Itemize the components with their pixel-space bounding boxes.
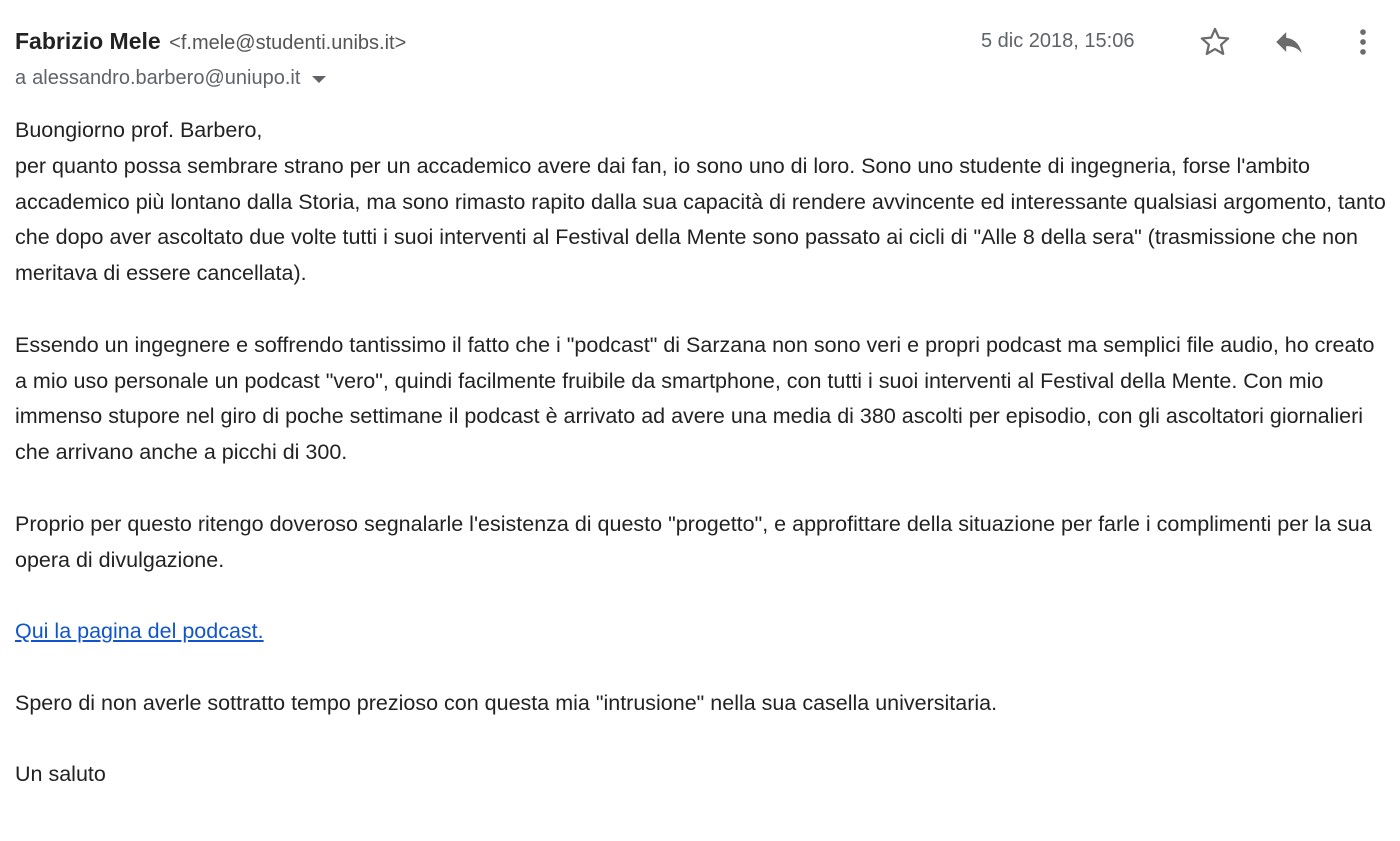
paragraph-spacer bbox=[15, 578, 1390, 614]
star-button[interactable] bbox=[1197, 24, 1233, 60]
greeting: Buongiorno prof. Barbero, bbox=[15, 118, 263, 142]
message-header bbox=[15, 26, 1385, 96]
more-options-button[interactable] bbox=[1345, 24, 1381, 60]
message-body bbox=[15, 113, 1390, 793]
paragraph-spacer bbox=[15, 292, 1390, 328]
more-vert-icon bbox=[1346, 25, 1380, 59]
reply-icon bbox=[1272, 25, 1306, 59]
paragraph-podcast: Essendo un ingegnere e soffrendo tantissimo il fatto che i "podcast" di Sarzana non sono veri e propri podcast ma semplici file audio, ho creato a mio uso personale un podcast "vero", quindi facilmente fruibile da smartphone, con tutti i suoi interventi al Festival della Mente. Con mio immenso stupore nel giro di poche settimane il podcast è arrivato ad avere una media di 380 ascolti per episodio, con gli ascoltatori giornalieri che arrivano anche a picchi di 300. bbox=[15, 332, 1375, 465]
paragraph-apology: Spero di non averle sottratto tempo prezioso con questa mia "intrusione" nella sua casella universitaria. bbox=[15, 690, 998, 715]
sender-line bbox=[15, 26, 406, 60]
show-details-dropdown-icon[interactable] bbox=[312, 76, 326, 83]
message-date: 5 dic 2018, 15:06 bbox=[981, 30, 1135, 52]
reply-button[interactable] bbox=[1271, 24, 1307, 60]
paragraph-spacer bbox=[15, 722, 1390, 758]
paragraph-spacer bbox=[15, 471, 1390, 507]
paragraph-intro: per quanto possa sembrare strano per un accademico avere dai fan, io sono uno di loro. Sono uno studente di ingegneria, forse l'ambito accademico più lontano dalla Storia, ma sono rimasto rapito dalla sua capacità di rendere avvincente ed interessante qualsiasi argomento, tanto che dopo aver ascoltato due volte tutti i suoi interventi al Festival della Mente sono passato ai cicli di "Alle 8 della sera" (trasmissione che non meritava di essere cancellata). bbox=[15, 153, 1386, 286]
paragraph-project: Proprio per questo ritengo doveroso segnalarle l'esistenza di questo "progetto", e approfittare della situazione per farle i complimenti per la sua opera di divulgazione. bbox=[15, 511, 1372, 572]
podcast-page-link[interactable]: Qui la pagina del podcast. bbox=[15, 619, 264, 644]
recipient-line bbox=[15, 64, 326, 92]
sender-name[interactable]: Fabrizio Mele bbox=[15, 28, 161, 54]
closing: Un saluto bbox=[15, 762, 106, 787]
recipient-address: alessandro.barbero@uniupo.it bbox=[32, 67, 301, 89]
recipient-prefix: a bbox=[15, 67, 27, 89]
sender-email: <f.mele@studenti.unibs.it> bbox=[169, 32, 407, 54]
star-icon bbox=[1198, 25, 1232, 59]
paragraph-spacer bbox=[15, 650, 1390, 686]
